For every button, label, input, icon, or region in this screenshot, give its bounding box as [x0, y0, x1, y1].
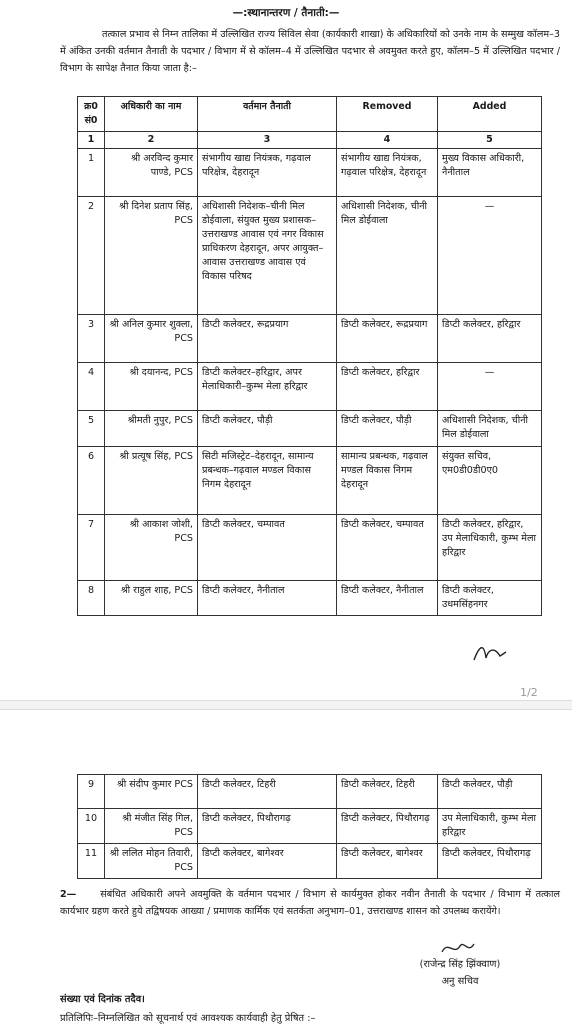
cell-added: —	[438, 197, 542, 315]
cell-removed: अधिशासी निदेशक, चीनी मिल डोईवाला	[337, 197, 438, 315]
table-row	[78, 411, 542, 447]
cell-removed: डिप्टी कलेक्टर, टिहरी	[337, 775, 438, 809]
paragraph-text: संबंधित अधिकारी अपने अवमुक्ति के वर्तमान पदभार / विभाग से कार्यमुक्त होकर नवीन तैनाती के पदभार / विभाग में तत्काल कार्यभार ग्रहण करते हुये तद्विषयक आख्या / प्रमाणक कार्मिक एवं सतर्कता अनुभाग–01, उत्तराखण्ड शासन को उपलब्ध करायेंगे।	[60, 889, 560, 917]
cell-removed: डिप्टी कलेक्टर, रूद्रप्रयाग	[337, 315, 438, 363]
cell-sno: 5	[78, 411, 105, 447]
cell-removed: डिप्टी कलेक्टर, नैनीताल	[337, 581, 438, 616]
cell-sno: 2	[78, 197, 105, 315]
column-number: 2	[105, 132, 198, 149]
cell-officer-name: श्री ललित मोहन तिवारी, PCS	[105, 844, 198, 879]
cell-officer-name: श्री आकाश जोशी, PCS	[105, 515, 198, 581]
table-row	[78, 149, 542, 197]
table-row	[78, 844, 542, 879]
cell-officer-name: श्री दयानन्द, PCS	[105, 363, 198, 411]
cell-officer-name: श्री प्रत्यूष सिंह, PCS	[105, 447, 198, 515]
cell-current-posting: डिप्टी कलेक्टर, नैनीताल	[198, 581, 337, 616]
header-current: वर्तमान तैनाती	[198, 97, 337, 132]
cell-current-posting: संभागीय खाद्य नियंत्रक, गढ़वाल परिक्षेत्र, देहरादून	[198, 149, 337, 197]
cell-removed: डिप्टी कलेक्टर, पौड़ी	[337, 411, 438, 447]
table-row	[78, 447, 542, 515]
initials-signature	[470, 640, 510, 664]
cell-added: डिप्टी कलेक्टर, हरिद्वार	[438, 315, 542, 363]
copy-to-line: प्रतिलिपिः–निम्नलिखित को सूचनार्थ एवं आवश्यक कार्यवाही हेतु प्रेषित :–	[60, 1013, 316, 1024]
cell-removed: सामान्य प्रबन्धक, गढ़वाल मण्डल विकास निगम देहरादून	[337, 447, 438, 515]
table-row	[78, 197, 542, 315]
table-row	[78, 809, 542, 844]
cell-current-posting: डिप्टी कलेक्टर, चम्पावत	[198, 515, 337, 581]
cell-added: मुख्य विकास अधिकारी, नैनीताल	[438, 149, 542, 197]
cell-current-posting: डिप्टी कलेक्टर, टिहरी	[198, 775, 337, 809]
cell-current-posting: अधिशासी निदेशक–चीनी मिल डोईवाला, संयुक्त मुख्य प्रशासक–उत्तराखण्ड आवास एवं नगर विकास प्राधिकरण देहरादून, अपर आयुक्त–आवास उत्तराखण्ड आवास एवं विकास परिषद	[198, 197, 337, 315]
signatory-name: (राजेन्द्र सिंह झिंक्वाण)	[419, 959, 501, 970]
cell-added: डिप्टी कलेक्टर, हरिद्वार, उप मेलाधिकारी, कुम्भ मेला हरिद्वार	[438, 515, 542, 581]
cell-current-posting: डिप्टी कलेक्टर, पौड़ी	[198, 411, 337, 447]
table-row	[78, 315, 542, 363]
cell-sno: 3	[78, 315, 105, 363]
cell-removed: डिप्टी कलेक्टर, बागेश्वर	[337, 844, 438, 879]
page-number: 1/2	[520, 686, 538, 699]
cell-added: उप मेलाधिकारी, कुम्भ मेला हरिद्वार	[438, 809, 542, 844]
cell-added: डिप्टी कलेक्टर, उधमसिंहनगर	[438, 581, 542, 616]
header-added: Added	[438, 97, 542, 132]
instruction-paragraph	[60, 886, 560, 920]
signature	[440, 938, 476, 958]
cell-sno: 6	[78, 447, 105, 515]
table-header-row	[78, 97, 542, 132]
cell-sno: 7	[78, 515, 105, 581]
cell-removed: डिप्टी कलेक्टर, पिथौरागढ़	[337, 809, 438, 844]
cell-current-posting: सिटी मजिस्ट्रेट–देहरादून, सामान्य प्रबन्धक–गढ़वाल मण्डल विकास निगम देहरादून	[198, 447, 337, 515]
header-sno: क्र0 सं0	[78, 97, 105, 132]
table-row	[78, 775, 542, 809]
table-row	[78, 363, 542, 411]
cell-current-posting: डिप्टी कलेक्टर, पिथौरागढ़	[198, 809, 337, 844]
cell-removed: डिप्टी कलेक्टर, हरिद्वार	[337, 363, 438, 411]
cell-removed: डिप्टी कलेक्टर, चम्पावत	[337, 515, 438, 581]
document-page-2	[0, 710, 572, 1024]
cell-sno: 9	[78, 775, 105, 809]
cell-officer-name: श्री दिनेश प्रताप सिंह, PCS	[105, 197, 198, 315]
cell-officer-name: श्री संदीप कुमार PCS	[105, 775, 198, 809]
cell-added: डिप्टी कलेक्टर, पौड़ी	[438, 775, 542, 809]
paragraph-number: 2—	[60, 889, 77, 900]
column-number: 3	[198, 132, 337, 149]
cell-added: संयुक्त सचिव, एम0डी0डी0ए0	[438, 447, 542, 515]
table-row	[78, 581, 542, 616]
cell-sno: 10	[78, 809, 105, 844]
cell-current-posting: डिप्टी कलेक्टर, रूद्रप्रयाग	[198, 315, 337, 363]
cell-officer-name: श्रीमती नुपुर, PCS	[105, 411, 198, 447]
cell-added: अधिशासी निदेशक, चीनी मिल डोईवाला	[438, 411, 542, 447]
column-number: 4	[337, 132, 438, 149]
transfer-table-page-2	[77, 774, 542, 879]
cell-officer-name: श्री अरविन्द कुमार पाण्डे, PCS	[105, 149, 198, 197]
cell-sno: 11	[78, 844, 105, 879]
page-separator	[0, 700, 572, 710]
intro-paragraph: तत्काल प्रभाव से निम्न तालिका में उल्लिखित राज्य सिविल सेवा (कार्यकारी शाखा) के अधिकारियों को उनके नाम के सम्मुख कॉलम–3 में अंकित उनकी वर्तमान तैनाती के पदभार / विभाग में से कॉलम–4 में उल्लिखित पदभार से अवमुक्त करते हुए, कॉलम–5 में उल्लिखित पदभार / विभाग के सापेक्ष तैनात किया जाता है:–	[60, 29, 560, 74]
cell-removed: संभागीय खाद्य नियंत्रक, गढ़वाल परिक्षेत्र, देहरादून	[337, 149, 438, 197]
cell-officer-name: श्री अनिल कुमार शुक्ला, PCS	[105, 315, 198, 363]
order-heading: —:स्थानान्तरण / तैनाती:—	[232, 7, 340, 19]
cell-officer-name: श्री मंजीत सिंह गिल, PCS	[105, 809, 198, 844]
signature-block	[400, 956, 520, 990]
table-row	[78, 515, 542, 581]
column-number: 1	[78, 132, 105, 149]
cell-current-posting: डिप्टी कलेक्टर–हरिद्वार, अपर मेलाधिकारी–कुम्भ मेला हरिद्वार	[198, 363, 337, 411]
column-number-row	[78, 132, 542, 149]
header-name: अधिकारी का नाम	[105, 97, 198, 132]
header-removed: Removed	[337, 97, 438, 132]
cell-current-posting: डिप्टी कलेक्टर, बागेश्वर	[198, 844, 337, 879]
cell-added: —	[438, 363, 542, 411]
cell-sno: 4	[78, 363, 105, 411]
transfer-table-page-1	[77, 96, 542, 616]
cell-officer-name: श्री राहुल शाह, PCS	[105, 581, 198, 616]
cell-added: डिप्टी कलेक्टर, पिथौरागढ़	[438, 844, 542, 879]
reference-line: संख्या एवं दिनांक तदैव।	[60, 994, 145, 1005]
column-number: 5	[438, 132, 542, 149]
cell-sno: 8	[78, 581, 105, 616]
cell-sno: 1	[78, 149, 105, 197]
signatory-title: अनु सचिव	[441, 976, 479, 987]
